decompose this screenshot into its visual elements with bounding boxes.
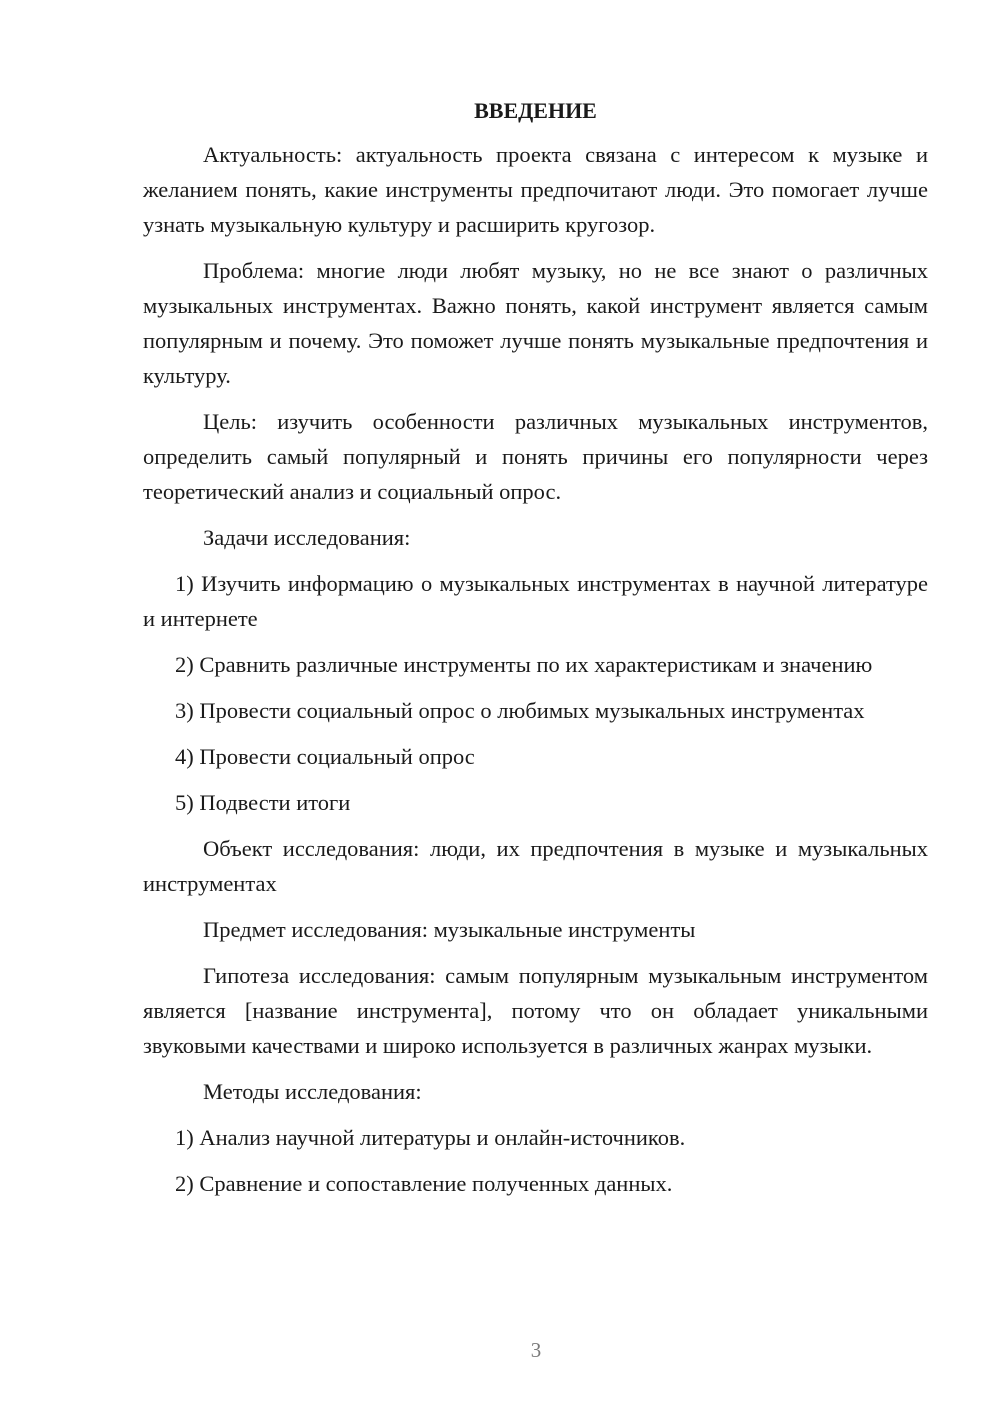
task-item-2: 2) Сравнить различные инструменты по их характеристикам и значению bbox=[175, 652, 873, 677]
hypothesis-paragraph: Гипотеза исследования: самым популярным музыкальным инструментом является [название инструмента], потому что он обладает уникальными звуковыми качествами и широко используется в различных жанрах музыки. bbox=[143, 963, 928, 1058]
task-item-5: 5) Подвести итоги bbox=[175, 790, 351, 815]
task-item-1: 1) Изучить информацию о музыкальных инструментах в научной литературе и интернете bbox=[143, 571, 928, 631]
page-body bbox=[143, 96, 928, 1212]
relevance-paragraph: Актуальность: актуальность проекта связана с интересом к музыке и желанием понять, какие инструменты предпочитают люди. Это помогает лучше узнать музыкальную культуру и расширить кругозор. bbox=[143, 142, 928, 237]
page-number: 3 bbox=[530, 1338, 542, 1362]
task-item-3: 3) Провести социальный опрос о любимых музыкальных инструментах bbox=[175, 698, 865, 723]
method-item-1: 1) Анализ научной литературы и онлайн-источников. bbox=[175, 1125, 686, 1150]
tasks-title: Задачи исследования: bbox=[203, 525, 411, 550]
methods-title: Методы исследования: bbox=[203, 1079, 422, 1104]
goal-paragraph: Цель: изучить особенности различных музыкальных инструментов, определить самый популярный и понять причины его популярности через теоретический анализ и социальный опрос. bbox=[143, 409, 928, 504]
task-item-4: 4) Провести социальный опрос bbox=[175, 744, 475, 769]
method-item-2: 2) Сравнение и сопоставление полученных данных. bbox=[175, 1171, 673, 1196]
object-paragraph: Объект исследования: люди, их предпочтения в музыке и музыкальных инструментах bbox=[143, 836, 928, 896]
section-heading: ВВЕДЕНИЕ bbox=[474, 98, 597, 123]
subject-paragraph: Предмет исследования: музыкальные инструменты bbox=[203, 917, 696, 942]
problem-paragraph: Проблема: многие люди любят музыку, но не все знают о различных музыкальных инструментах. Важно понять, какой инструмент является самым популярным и почему. Это поможет лучше понять музыкальные предпочтения и культуру. bbox=[143, 258, 928, 388]
